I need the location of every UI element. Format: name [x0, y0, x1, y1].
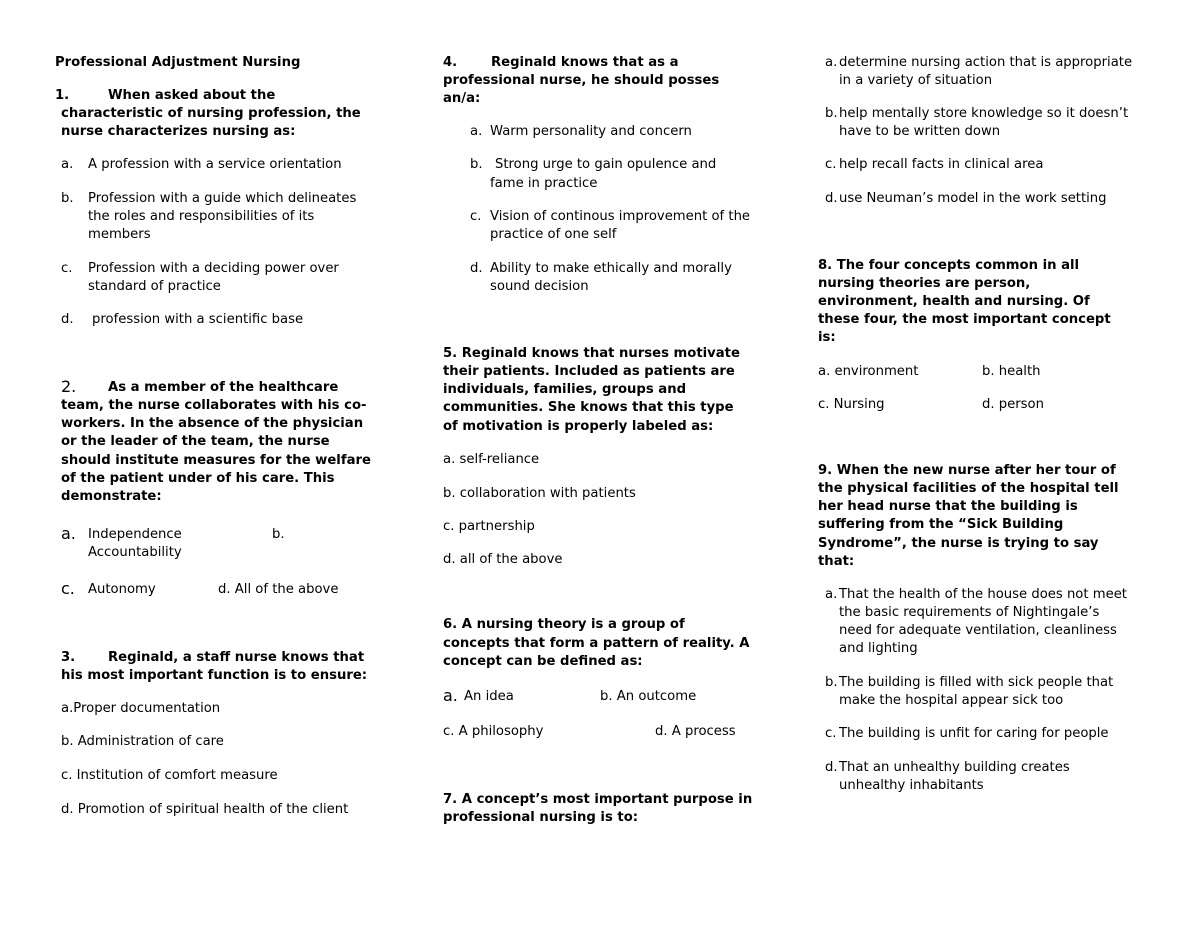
option-text: b. An outcome — [600, 689, 697, 704]
question-number: 1. — [55, 88, 70, 103]
option-text: d. A process — [655, 724, 736, 739]
document-title: Professional Adjustment Nursing — [55, 55, 301, 70]
question-text-line: their patients. Included as patients are — [443, 364, 735, 379]
option-letter: b. — [470, 157, 483, 172]
option-text: standard of practice — [88, 279, 221, 294]
option-letter: c. — [470, 209, 482, 224]
option-text: need for adequate ventilation, cleanliness — [839, 623, 1117, 638]
option-text: members — [88, 227, 151, 242]
option-text: Strong urge to gain opulence and — [495, 157, 717, 172]
question-text-line: his most important function is to ensure: — [61, 668, 368, 683]
option-text: have to be written down — [839, 124, 1001, 139]
question-text-line: the physical facilities of the hospital tell — [818, 481, 1119, 496]
option-text: Warm personality and concern — [490, 124, 692, 139]
question-text-line: of the patient under of his care. This — [61, 471, 335, 486]
question-text-line: As a member of the healthcare — [108, 380, 339, 395]
option-text: c. partnership — [443, 519, 535, 534]
option-text: d. All of the above — [218, 582, 339, 597]
question-text-line: Syndrome”, the nurse is trying to say — [818, 536, 1099, 551]
question-text-line: 8. The four concepts common in all — [818, 258, 1080, 273]
option-text: A profession with a service orientation — [88, 157, 342, 172]
question-number: 4. — [443, 55, 458, 70]
question-text-line: nursing theories are person, — [818, 276, 1031, 291]
option-letter: d. — [825, 191, 838, 206]
question-text-line: characteristic of nursing profession, the — [61, 106, 361, 121]
question-text-line: team, the nurse collaborates with his co- — [61, 398, 367, 413]
option-text: That the health of the house does not meet — [839, 587, 1127, 602]
question-text-line: professional nurse, he should posses — [443, 73, 720, 88]
option-text: Ability to make ethically and morally — [490, 261, 732, 276]
option-letter: a. — [443, 686, 458, 705]
question-text-line: concepts that form a pattern of reality. A — [443, 636, 750, 651]
option-text: Independence — [88, 527, 182, 542]
option-text: The building is filled with sick people that — [839, 675, 1114, 690]
question-text-line: 5. Reginald knows that nurses motivate — [443, 346, 740, 361]
question-text-line: should institute measures for the welfare — [61, 453, 371, 468]
option-letter: c. — [61, 579, 75, 598]
option-letter: a. — [470, 124, 483, 139]
option-letter: c. — [825, 157, 837, 172]
question-text-line: Reginald knows that as a — [491, 55, 679, 70]
option-letter: a. — [61, 157, 74, 172]
question-text-line: communities. She knows that this type — [443, 400, 734, 415]
option-text: d. Promotion of spiritual health of the client — [61, 802, 349, 817]
option-text: and lighting — [839, 641, 918, 656]
option-letter: b. — [825, 106, 838, 121]
option-text: c. Nursing — [818, 397, 885, 412]
option-text: That an unhealthy building creates — [839, 760, 1070, 775]
option-text: unhealthy inhabitants — [839, 778, 984, 793]
option-text: b. health — [982, 364, 1041, 379]
question-text-line: that: — [818, 554, 855, 569]
option-text: sound decision — [490, 279, 589, 294]
question-text-line: is: — [818, 330, 836, 345]
option-text: help recall facts in clinical area — [839, 157, 1044, 172]
option-letter: a. — [825, 55, 838, 70]
question-text-line: concept can be defined as: — [443, 654, 643, 669]
option-text: b. Administration of care — [61, 734, 224, 749]
option-letter: a. — [825, 587, 838, 602]
question-text-line: an/a: — [443, 91, 481, 106]
option-text: d. all of the above — [443, 552, 563, 567]
option-letter: b. — [272, 527, 285, 542]
option-text: a.Proper documentation — [61, 701, 221, 716]
question-number: 3. — [61, 650, 76, 665]
question-text-line: these four, the most important concept — [818, 312, 1111, 327]
option-letter: a. — [61, 524, 76, 543]
option-letter: b. — [61, 191, 74, 206]
option-text: Profession with a guide which delineates — [88, 191, 357, 206]
option-text: in a variety of situation — [839, 73, 993, 88]
option-letter: c. — [61, 261, 73, 276]
option-text: fame in practice — [490, 176, 598, 191]
option-text: a. environment — [818, 364, 919, 379]
option-text: Accountability — [88, 545, 182, 560]
question-text-line: suffering from the “Sick Building — [818, 517, 1064, 532]
question-text-line: professional nursing is to: — [443, 810, 639, 825]
question-text-line: environment, health and nursing. Of — [818, 294, 1090, 309]
question-text-line: 6. A nursing theory is a group of — [443, 617, 685, 632]
option-letter: b. — [825, 675, 838, 690]
option-text: profession with a scientific base — [92, 312, 304, 327]
option-letter: d. — [825, 760, 838, 775]
option-text: b. collaboration with patients — [443, 486, 636, 501]
option-text: the basic requirements of Nightingale’s — [839, 605, 1100, 620]
option-text: d. person — [982, 397, 1044, 412]
option-text: practice of one self — [490, 227, 617, 242]
option-text: the roles and responsibilities of its — [88, 209, 315, 224]
option-text: Autonomy — [88, 582, 156, 597]
question-text-line: Reginald, a staff nurse knows that — [108, 650, 365, 665]
option-text: c. Institution of comfort measure — [61, 768, 278, 783]
question-text-line: 9. When the new nurse after her tour of — [818, 463, 1116, 478]
question-text-line: of motivation is properly labeled as: — [443, 419, 714, 434]
question-text-line: nurse characterizes nursing as: — [61, 124, 296, 139]
option-text: help mentally store knowledge so it doesn’t — [839, 106, 1129, 121]
option-text: determine nursing action that is appropriate — [839, 55, 1133, 70]
option-text: a. self-reliance — [443, 452, 540, 467]
question-text-line: 7. A concept’s most important purpose in — [443, 792, 753, 807]
option-letter: d. — [470, 261, 483, 276]
option-text: Vision of continous improvement of the — [490, 209, 751, 224]
question-number: 2. — [61, 377, 77, 396]
option-text: c. A philosophy — [443, 724, 544, 739]
question-text-line: When asked about the — [108, 88, 276, 103]
question-text-line: or the leader of the team, the nurse — [61, 434, 330, 449]
question-text-line: her head nurse that the building is — [818, 499, 1078, 514]
question-text-line: demonstrate: — [61, 489, 162, 504]
option-text: An idea — [464, 689, 514, 704]
option-text: use Neuman’s model in the work setting — [839, 191, 1107, 206]
option-text: The building is unfit for caring for people — [839, 726, 1109, 741]
option-text: Profession with a deciding power over — [88, 261, 339, 276]
option-text: make the hospital appear sick too — [839, 693, 1064, 708]
question-text-line: workers. In the absence of the physician — [61, 416, 364, 431]
option-letter: d. — [61, 312, 74, 327]
option-letter: c. — [825, 726, 837, 741]
question-text-line: individuals, families, groups and — [443, 382, 687, 397]
